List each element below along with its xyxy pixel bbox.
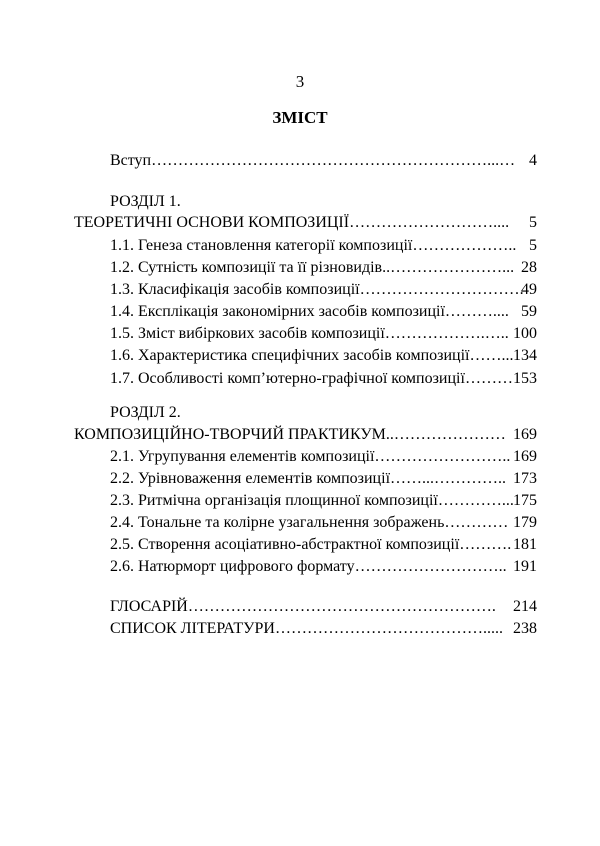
toc-entry-page: 100: [513, 325, 537, 342]
toc-entry-page: 134: [513, 347, 537, 364]
toc-entry-2-1: [110, 446, 537, 468]
toc-entry-text: 2.6. Натюрморт цифрового формату………………………..: [110, 558, 507, 575]
toc-entry-glossary: [110, 596, 537, 618]
toc-entry-page: 173: [513, 470, 537, 487]
toc-entry-1-1: [110, 235, 537, 257]
section-2-heading: РОЗДІЛ 2.: [110, 404, 181, 421]
toc-entry-1-6: [110, 345, 537, 367]
toc-entry-page: 59: [521, 303, 537, 320]
toc-entry-page: 175: [513, 492, 537, 509]
toc-entry-text: ГЛОСАРІЙ………………………………………………….: [110, 598, 496, 615]
toc-entry-page: 191: [513, 558, 537, 575]
toc-entry-text: СПИСОК ЛІТЕРАТУРИ………………………………….....: [110, 620, 503, 637]
toc-entry-text: 1.5. Зміст вибіркових засобів композиції……………….…..: [110, 325, 509, 342]
toc-entry-page: 214: [513, 598, 537, 615]
page-number: 3: [295, 72, 305, 91]
toc-entry-section-1: [74, 212, 537, 234]
toc-entry-text: 1.2. Сутність композиції та її різновидів..…………………...: [110, 259, 515, 276]
toc-entry-page: 5: [529, 214, 537, 231]
toc-entry-text: 1.3. Класифікація засобів композиції………………………….: [110, 281, 524, 298]
toc-entry-intro: [110, 150, 537, 172]
toc-entry-2-5: [110, 534, 537, 556]
toc-entry-text: Вступ………………………………………………………...…: [110, 152, 516, 169]
section-1-heading: РОЗДІЛ 1.: [110, 193, 181, 210]
toc-entry-page: 49: [521, 281, 537, 298]
toc-entry-section-2: [74, 424, 537, 446]
toc-entry-text: ТЕОРЕТИЧНІ ОСНОВИ КОМПОЗИЦІЇ………………………....: [74, 214, 510, 231]
toc-entry-page: 238: [513, 620, 537, 637]
toc-entry-text: 2.5. Створення асоціативно-абстрактної композиції……….: [110, 536, 512, 553]
toc-entry-text: 1.4. Експлікація закономірних засобів композиції………....: [110, 303, 509, 320]
toc-entry-1-4: [110, 301, 537, 323]
toc-entry-page: 169: [513, 448, 537, 465]
toc-entry-page: 5: [529, 237, 537, 254]
toc-entry-1-5: [110, 323, 537, 345]
toc-title: ЗМІСТ: [272, 108, 328, 127]
toc-entry-1-7: [110, 368, 537, 390]
toc-entry-page: 153: [513, 370, 537, 387]
toc-entry-text: 1.1. Генеза становлення категорії композиції………………..: [110, 237, 517, 254]
toc-entry-text: 1.7. Особливості комп’ютерно-графічної композиції………: [110, 370, 513, 387]
toc-entry-page: 169: [513, 426, 537, 443]
toc-entry-2-6: [110, 556, 537, 578]
toc-entry-1-2: [110, 257, 537, 279]
toc-entry-text: 2.4. Тональне та колірне узагальнення зображень…………: [110, 514, 509, 531]
toc-entry-page: 179: [513, 514, 537, 531]
toc-entry-text: 2.1. Угрупування елементів композиції……………………..: [110, 448, 511, 465]
toc-entry-text: 2.3. Ритмічна організація площинної композиції…………...: [110, 492, 514, 509]
toc-entry-page: 28: [521, 259, 537, 276]
toc-entry-2-4: [110, 512, 537, 534]
toc-entry-page: 4: [529, 152, 537, 169]
toc-entry-text: КОМПОЗИЦІЙНО-ТВОРЧИЙ ПРАКТИКУМ..…………………: [74, 426, 506, 443]
toc-entry-text: 2.2. Урівноваження елементів композиції……...…………..: [110, 470, 507, 487]
toc-entry-2-3: [110, 490, 537, 512]
toc-entry-1-3: [110, 279, 537, 301]
toc-entry-references: [110, 618, 537, 640]
toc-entry-page: 181: [513, 536, 537, 553]
toc-entry-2-2: [110, 468, 537, 490]
toc-entry-text: 1.6. Характеристика специфічних засобів композиції……...: [110, 347, 514, 364]
